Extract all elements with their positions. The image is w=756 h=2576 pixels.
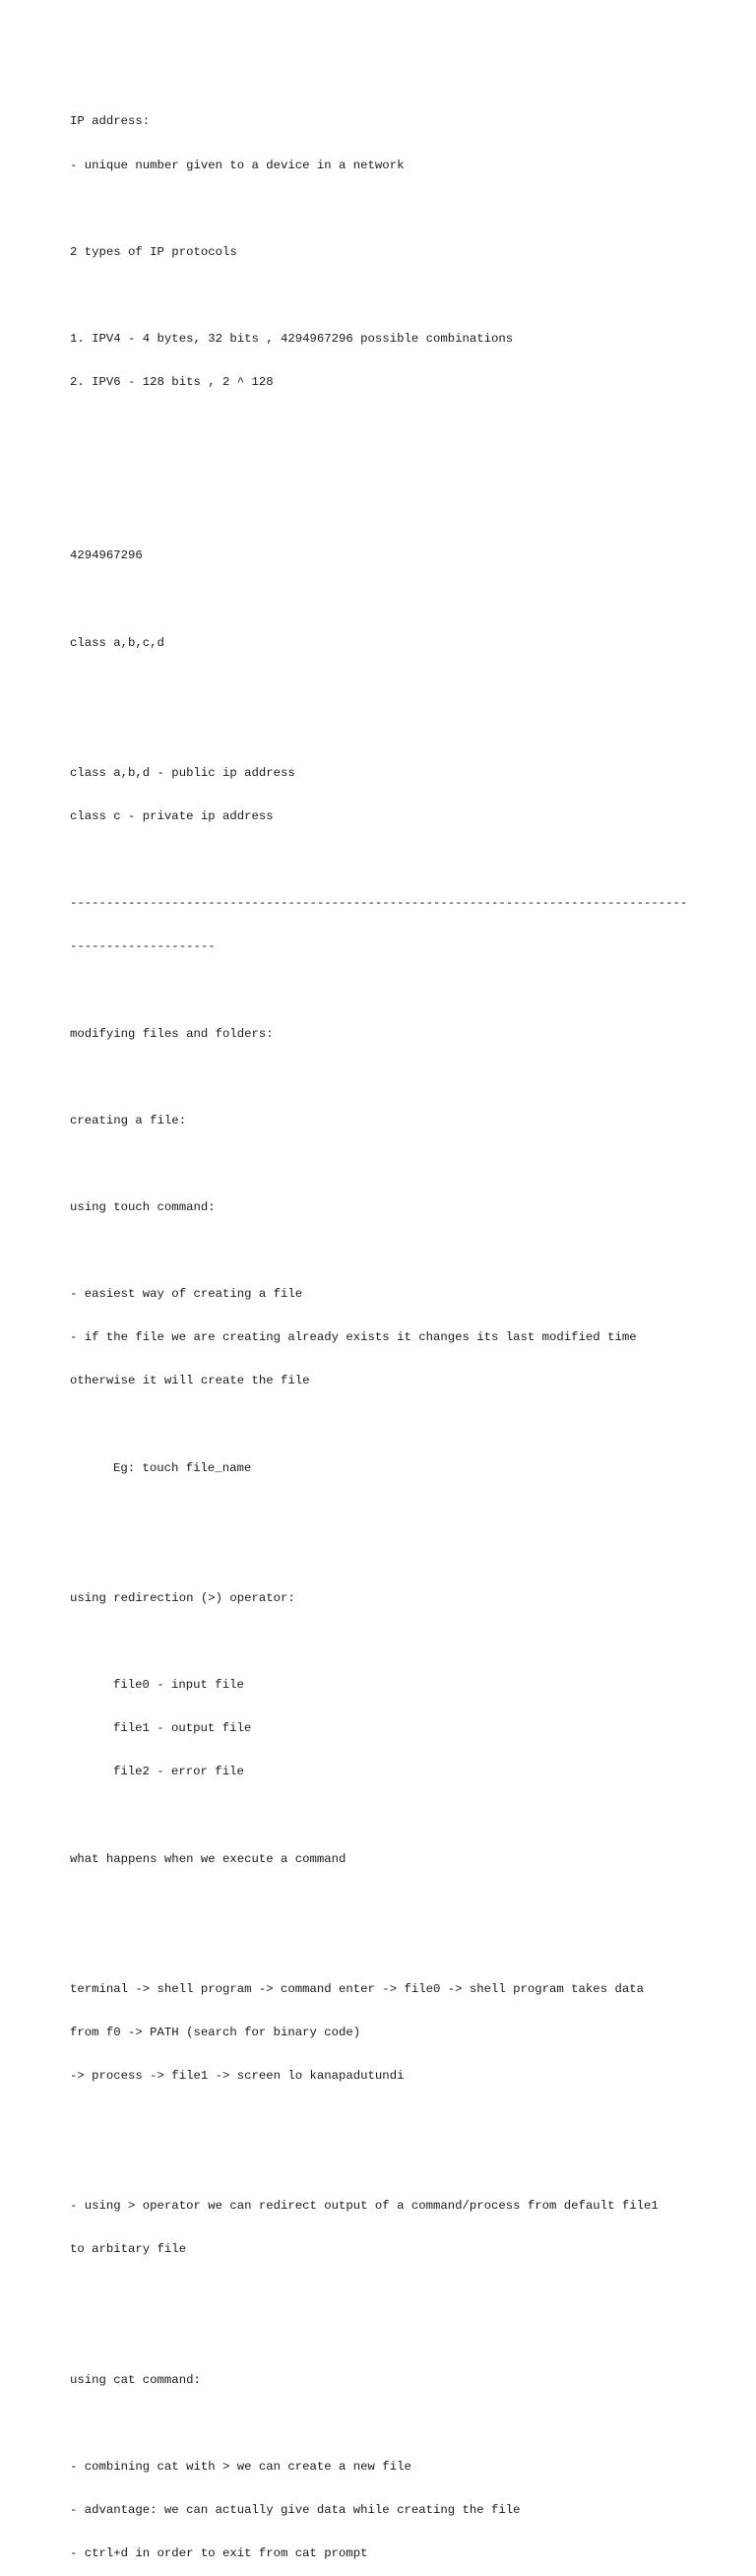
text-line: - unique number given to a device in a network: [70, 158, 405, 172]
blank-line: [70, 419, 749, 433]
document-page: [70, 86, 749, 2576]
section-heading: modifying files and folders:: [70, 1026, 274, 1041]
blank-line: [70, 679, 749, 694]
list-item: - ctrl+d in order to exit from cat prompt: [70, 2546, 368, 2561]
example-line: Eg: touch file_name: [113, 1460, 252, 1475]
blank-line: [70, 2112, 749, 2127]
blank-line: [70, 1070, 749, 1085]
divider-line: --------------------: [70, 939, 216, 954]
section-heading: creating a file:: [70, 1113, 187, 1127]
list-item: 1. IPV4 - 4 bytes, 32 bits , 4294967296 possible combinations: [70, 331, 514, 346]
blank-line: [70, 1505, 749, 1519]
list-item: file0 - input file: [113, 1678, 244, 1693]
section-heading: using touch command:: [70, 1199, 216, 1214]
blank-line: [70, 2156, 749, 2170]
section-heading: using cat command:: [70, 2372, 201, 2387]
blank-line: [70, 853, 749, 868]
blank-line: [70, 723, 749, 738]
text-line: 4294967296: [70, 548, 143, 563]
text-line: 2 types of IP protocols: [70, 244, 237, 259]
list-item: - if the file we are creating already exists it changes its last modified time: [70, 1330, 637, 1345]
text-line: -> process -> file1 -> screen lo kanapadutundi: [70, 2069, 405, 2084]
list-item: - advantage: we can actually give data while creating the file: [70, 2503, 521, 2518]
blank-line: [70, 1244, 749, 1258]
text-line: what happens when we execute a command: [70, 1851, 346, 1866]
blank-line: [70, 1548, 749, 1563]
list-item: file1 - output file: [113, 1721, 252, 1736]
text-line: terminal -> shell program -> command enter -> file0 -> shell program takes data: [70, 1981, 644, 1996]
list-item: - easiest way of creating a file: [70, 1287, 303, 1302]
list-item: - using > operator we can redirect output of a command/process from default file1: [70, 2199, 659, 2214]
blank-line: [70, 1157, 749, 1172]
list-item: file2 - error file: [113, 1765, 244, 1779]
blank-line: [70, 289, 749, 303]
divider-line: -------------------------------------------------------------------------------------: [70, 896, 688, 911]
text-line: class c - private ip address: [70, 809, 274, 824]
blank-line: [70, 1939, 749, 1954]
blank-line: [70, 2286, 749, 2301]
blank-line: [70, 462, 749, 477]
text-line: class a,b,c,d: [70, 635, 164, 650]
blank-line: [70, 1896, 749, 1910]
blank-line: [70, 983, 749, 998]
text-line: class a,b,d - public ip address: [70, 765, 295, 780]
blank-line: [70, 2330, 749, 2345]
text-line: from f0 -> PATH (search for binary code): [70, 2025, 361, 2039]
blank-line: [70, 1635, 749, 1649]
blank-line: [70, 505, 749, 520]
text-line: otherwise it will create the file: [70, 1374, 310, 1388]
blank-line: [70, 1808, 749, 1823]
text-line: to arbitary file: [70, 2242, 187, 2257]
blank-line: [70, 2416, 749, 2431]
section-heading: using redirection (>) operator:: [70, 1590, 295, 1605]
list-item: - combining cat with > we can create a new file: [70, 2459, 411, 2474]
blank-line: [70, 1417, 749, 1432]
blank-line: [70, 202, 749, 217]
heading-ip-address: IP address:: [70, 114, 151, 129]
blank-line: [70, 593, 749, 608]
list-item: 2. IPV6 - 128 bits , 2 ^ 128: [70, 375, 274, 390]
